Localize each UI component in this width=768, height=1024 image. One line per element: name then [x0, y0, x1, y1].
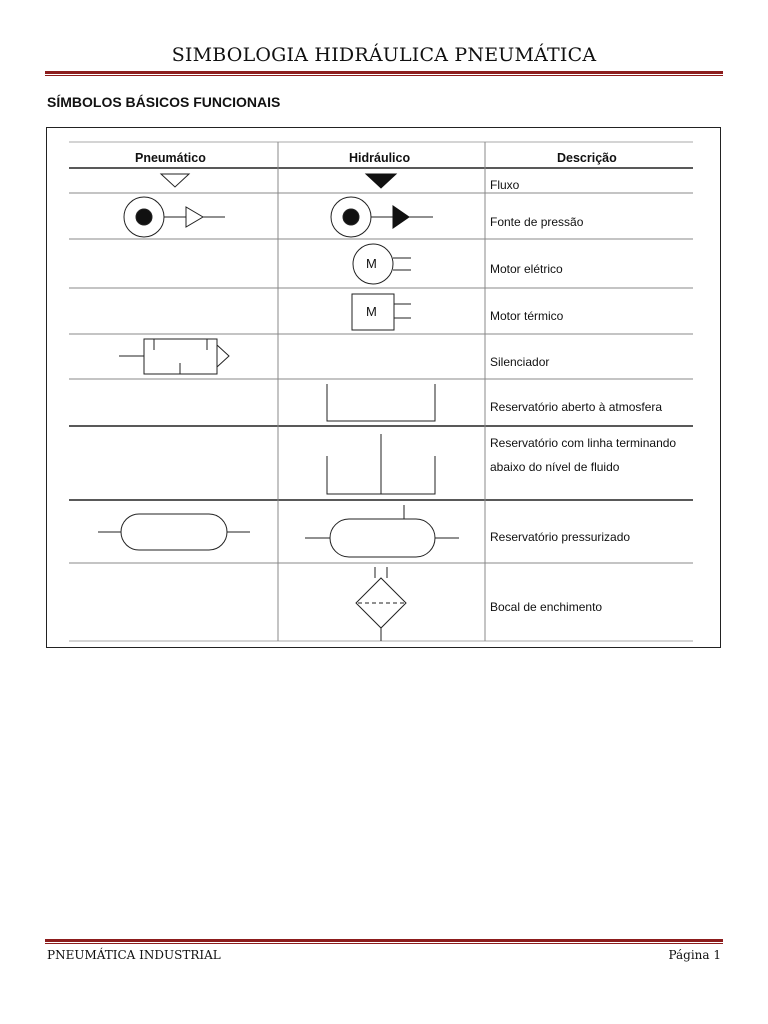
footer-left: PNEUMÁTICA INDUSTRIAL — [47, 948, 221, 962]
header-hydraulic: Hidráulico — [349, 151, 411, 165]
reservoir-line-below-level-icon — [327, 434, 435, 494]
flow-solid-triangle-icon — [366, 174, 396, 188]
section-title: SÍMBOLOS BÁSICOS FUNCIONAIS — [47, 94, 281, 110]
electric-motor-icon — [353, 244, 411, 284]
symbol-table-frame — [46, 127, 721, 648]
header-description: Descrição — [557, 151, 617, 165]
symbol-table — [47, 128, 722, 649]
flow-outline-triangle-icon — [161, 174, 189, 187]
description-silencer: Silenciador — [490, 355, 550, 369]
thermal-motor-icon — [352, 294, 411, 330]
pressure-source-solid-icon — [331, 197, 433, 237]
pressure-source-outline-icon — [124, 197, 225, 237]
footer-rule — [45, 939, 723, 944]
filling-nozzle-icon — [356, 567, 406, 641]
page-title: SIMBOLOGIA HIDRÁULICA PNEUMÁTICA — [171, 44, 597, 66]
description-filling-nozzle: Bocal de enchimento — [490, 600, 603, 614]
description-thermal-motor: Motor térmico — [490, 309, 564, 323]
header-rule — [45, 71, 723, 76]
description-electric-motor: Motor elétrico — [490, 262, 563, 276]
description-flow: Fluxo — [490, 178, 520, 192]
description-pressure-source: Fonte de pressão — [490, 215, 584, 229]
electric-motor-letter: M — [366, 256, 377, 271]
thermal-motor-letter: M — [366, 304, 377, 319]
header-pneumatic: Pneumático — [135, 151, 206, 165]
open-reservoir-icon — [327, 384, 435, 421]
pressurized-reservoir-hydraulic-icon — [305, 505, 459, 557]
pressurized-reservoir-pneumatic-icon — [98, 514, 250, 550]
description-pressurized-reservoir: Reservatório pressurizado — [490, 530, 631, 544]
silencer-icon — [119, 339, 229, 374]
description-open-reservoir: Reservatório aberto à atmosfera — [490, 400, 663, 414]
page-number: Página 1 — [668, 948, 721, 962]
description-reservoir-line: Reservatório com linha terminando abaixo do nível de fluido — [490, 436, 677, 474]
